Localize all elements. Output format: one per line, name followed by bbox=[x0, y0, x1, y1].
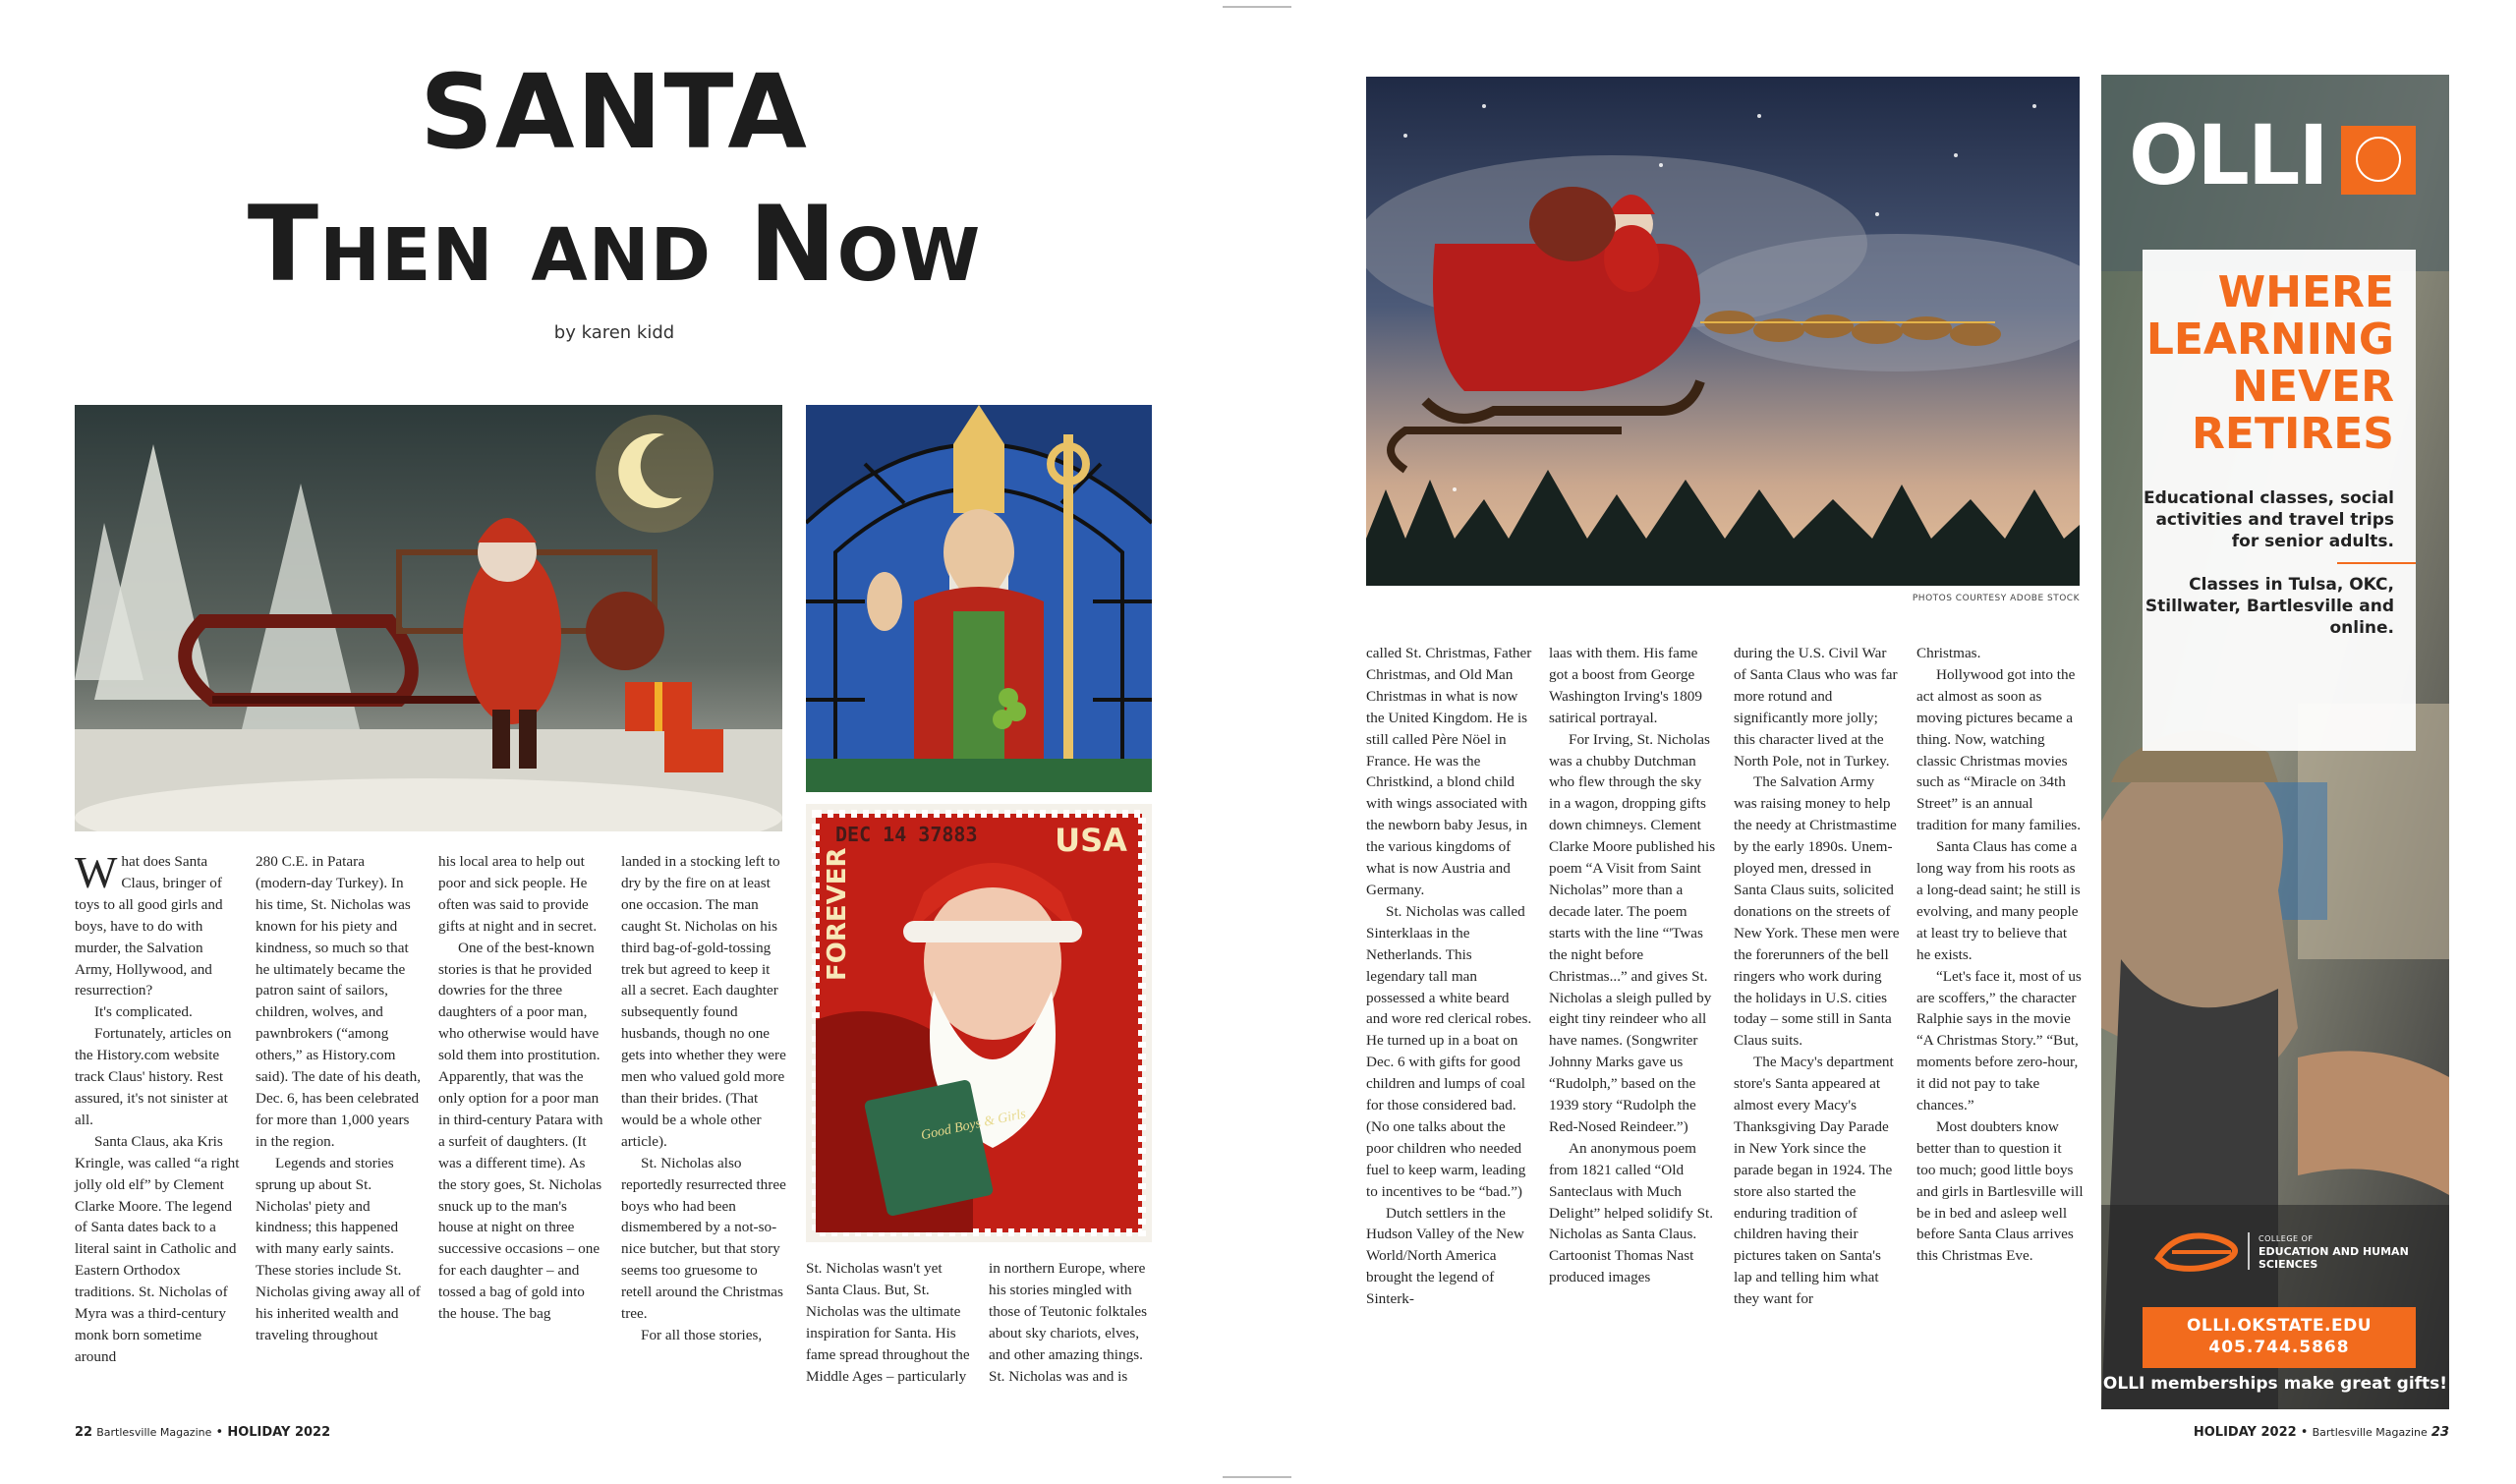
stamp-forever-text: FOREVER bbox=[823, 847, 852, 981]
drop-cap: W bbox=[75, 847, 118, 897]
article-paragraph: The Salvation Army was raising money to help the needy at Christmastime by the early 1890s. Unemployed men, dressed in Santa Claus suits, solicited donations on the streets of New York. These men were the forerunners of the bell ringers who work during the holidays in U.S. cities today – some still in Santa Claus suits. bbox=[1734, 773, 1900, 1050]
folio-right bbox=[2194, 1425, 2449, 1440]
flying-sleigh-image bbox=[1366, 77, 2080, 586]
folio-bullet: • bbox=[2300, 1425, 2309, 1440]
article-column-1 bbox=[75, 847, 242, 1368]
santa-painting-image bbox=[75, 405, 782, 831]
article-column-8 bbox=[1549, 643, 1716, 1288]
article-paragraph: What does Santa Claus, bringer of toys to all good girls and boys, have to do with murder, the Salvation Army, Hollywood, and resurrection? bbox=[75, 847, 223, 999]
folio-page-number: 22 bbox=[75, 1425, 93, 1440]
flying-sleigh-reindeer-icon bbox=[1366, 77, 2080, 586]
article-paragraph: laas with them. His fame got a boost from George Washington Irving's 1809 satirical portrayal. bbox=[1549, 645, 1702, 726]
gutter-mark-top bbox=[1223, 6, 1291, 8]
stamp-postmark-text: DEC 14 37883 bbox=[835, 823, 978, 846]
article-paragraph: One of the best-known stories is that he provided dowries for the three daughters of a poor man, who otherwise would have sold them into prostitution. Apparently, that was the only option for a poor man in third-century Patara with a surfeit of daughters. (It was a different time). As the story goes, St. Nicholas snuck up to the man's house at night on three successive occasions – one for each daughter – and tossed a bag of gold into the house. The bag bbox=[438, 939, 603, 1323]
article-paragraph: For Irving, St. Nicholas was a chubby Dutchman who flew through the sky in a wagon, dropping gifts down chimneys. Clement Clarke Moore published his poem “A Visit from Saint Nicholas” more than a decade later. The poem starts with the line “'Twas the night before Christmas...” and gives St. Nicholas a sleigh pulled by eight tiny reindeer who all have names. (Songwriter Johnny Marks gave us “Rudolph,” based on the 1939 story “Rudolph the Red-Nosed Reindeer.”) bbox=[1549, 730, 1716, 1135]
santa-stamp-image bbox=[806, 804, 1152, 1242]
ad-phone-number[interactable]: 405.744.5868 bbox=[2208, 1338, 2350, 1357]
ad-tagline: OLLI memberships make great gifts! bbox=[2102, 1374, 2448, 1394]
article-paragraph: Most doubters know better than to question it too much; good little boys and girls in Bartlesville will be in bed and asleep well before Santa Claus arrives this Christmas Eve. bbox=[1916, 1117, 2084, 1265]
article-paragraph: Hollywood got into the act almost as soon as moving pictures became a thing. Now, watching classic Christmas movies such as “Miracle on 34th Street” is an annual tradition for many families. bbox=[1916, 665, 2082, 834]
article-column-5 bbox=[806, 1258, 973, 1387]
article-column-9 bbox=[1734, 643, 1901, 1310]
article-column-7 bbox=[1366, 643, 1533, 1310]
article-paragraph: Christmas. bbox=[1916, 645, 1981, 661]
stamp-usa-text: USA bbox=[1055, 822, 1127, 859]
article-paragraph: Dutch settlers in the Hudson Valley of the New World/North America brought the legend of Sinterk- bbox=[1366, 1204, 1524, 1308]
ad-description: Educational classes, social activities and travel trips for senior adults. bbox=[2143, 488, 2394, 551]
article-paragraph: St. Nicholas also reportedly resurrected three boys who had been dismembered by a not-so-nice butcher, but that story seems too gruesome to retell around the Christmas tree. bbox=[621, 1154, 786, 1323]
article-paragraph: in northern Europe, where his stories mingled with those of Teutonic folktales about sky chariots, elves, and other amazing things. St. Nicholas was and is bbox=[989, 1260, 1148, 1385]
article-paragraph: For all those stories, bbox=[641, 1326, 763, 1343]
article-paragraph: Legends and stories sprung up about St. Nicholas' piety and kindness; this happened with many early saints. These stories include St. Nicholas giving away all of his inherited wealth and traveling throughout bbox=[256, 1154, 421, 1343]
article-paragraph: his local area to help out poor and sick people. He often was said to provide gifts at night and in secret. bbox=[438, 853, 598, 935]
stained-glass-st-nicholas-icon bbox=[806, 405, 1152, 792]
folio-bullet: • bbox=[215, 1425, 224, 1440]
stamp-book-text: Good Boys & Girls bbox=[919, 1107, 1028, 1144]
headline-line2: Then and Now bbox=[247, 184, 982, 305]
osu-college-name: COLLEGE OF EDUCATION AND HUMAN SCIENCES bbox=[2259, 1234, 2409, 1271]
folio-page-number: 23 bbox=[2430, 1425, 2449, 1440]
folio-magazine: Bartlesville Magazine bbox=[2312, 1426, 2428, 1439]
olli-logo: OLLI bbox=[2129, 107, 2327, 203]
gutter-mark-bottom bbox=[1223, 1476, 1291, 1478]
article-paragraph: Santa Claus has come a long way from his roots as a long-dead saint; he still is evolving, and many people at least try to believe that he exists. bbox=[1916, 838, 2081, 963]
santa-forever-stamp-icon bbox=[806, 804, 1152, 1242]
photo-credit: PHOTOS COURTESY ADOBE STOCK bbox=[1912, 594, 2080, 603]
article-column-3 bbox=[438, 851, 605, 1325]
ad-headline: WHERE LEARNING NEVER RETIRES bbox=[2145, 267, 2394, 459]
article-paragraph: 280 C.E. in Patara (modern-day Turkey). In his time, St. Nicholas was known for his piety and kindness, so much so that he ultimately became the patron saint of sailors, children, wolves, and pawnbrokers (“among others,” as History.com said). The date of his death, Dec. 6, has been celebrated for more than 1,000 years in the region. bbox=[256, 853, 421, 1150]
folio-issue: HOLIDAY 2022 bbox=[2193, 1425, 2297, 1440]
article-column-2 bbox=[256, 851, 423, 1346]
article-column-4 bbox=[621, 851, 788, 1346]
ad-divider bbox=[2337, 562, 2416, 564]
ad-locations: Classes in Tulsa, OKC, Stillwater, Bartlesville and online. bbox=[2144, 575, 2394, 638]
olli-advertisement[interactable] bbox=[2101, 75, 2449, 1409]
article-paragraph: “Let's face it, most of us are scoffers,” the character Ralphie says in the movie “A Christmas Story.” “But, moments before zero-hour, it did not pay to take chances.” bbox=[1916, 967, 2082, 1114]
article-paragraph: during the U.S. Civil War of Santa Claus who was far more rotund and significantly more jolly; this character lived at the North Pole, not in Turkey. bbox=[1734, 645, 1898, 770]
article-paragraph: landed in a stocking left to dry by the fire on at least one occasion. The man caught St. Nicholas on his third bag-of-gold-tossing trek but agreed to keep it all a secret. Each daughter subsequently found husbands, though no one gets into whether they were men who valued gold more than their brides. (That would be a whole other article). bbox=[621, 853, 786, 1150]
stained-glass-image bbox=[806, 405, 1152, 792]
article-paragraph: It's complicated. bbox=[94, 1003, 193, 1021]
article-paragraph: called St. Christmas, Father Christmas, and Old Man Christmas in what is now the United Kingdom. He is still called Père Nöel in France. He was the Christkind, a blond child with wings associated with the newborn baby Jesus, in the various kingdoms of what is now Austria and Germany. bbox=[1366, 645, 1532, 898]
article-paragraph: An anonymous poem from 1821 called “Old Santeclaus with Much Delight” helped solidify St. Nicholas as Santa Claus. Cartoonist Thomas Nast produced images bbox=[1549, 1139, 1714, 1286]
olli-logo-circle-icon bbox=[2356, 137, 2401, 182]
folio-magazine: Bartlesville Magazine bbox=[96, 1426, 212, 1439]
folio-issue: HOLIDAY 2022 bbox=[227, 1425, 331, 1440]
article-paragraph: Santa Claus, aka Kris Kringle, was called “a right jolly old elf” by Clement Clarke Moore. The legend of Santa dates back to a literal saint in Catholic and Eastern Orthodox traditions. St. Nicholas of Myra was a third-century monk born sometime around bbox=[75, 1132, 240, 1365]
ad-contact-box[interactable] bbox=[2143, 1307, 2416, 1368]
folio-left bbox=[75, 1425, 330, 1440]
article-column-10 bbox=[1916, 643, 2084, 1267]
byline: by karen kidd bbox=[553, 322, 675, 343]
article-paragraph: The Macy's department store's Santa appeared at almost every Macy's Thanksgiving Day Parade in New York since the parade began in 1924. The store also started the enduring tradition of children having their pictures taken on Santa's lap and telling him what they want for bbox=[1734, 1054, 1894, 1308]
ad-url-link[interactable]: OLLI.OKSTATE.EDU bbox=[2186, 1316, 2373, 1336]
article-paragraph: St. Nicholas wasn't yet Santa Claus. But, St. Nicholas was the ultimate inspiration for Santa. His fame spread throughout the Middle Ages – particularly bbox=[806, 1260, 970, 1385]
painting-santa-with-sleigh-icon bbox=[75, 405, 782, 831]
article-paragraph: St. Nicholas was called Sinterklaas in the Netherlands. This legendary tall man possessed a white beard and wore red clerical robes. He turned up in a boat on Dec. 6 with gifts for good children and lumps of coal for those considered bad. (No one talks about the poor children who needed fuel to keep warm, leading to incentives to be “bad.”) bbox=[1366, 902, 1532, 1200]
headline-line1: SANTA bbox=[420, 52, 809, 172]
article-column-6 bbox=[989, 1258, 1156, 1387]
article-paragraph: Fortunately, articles on the History.com website track Claus' history. Rest assured, it's not sinister at all. bbox=[75, 1025, 232, 1128]
